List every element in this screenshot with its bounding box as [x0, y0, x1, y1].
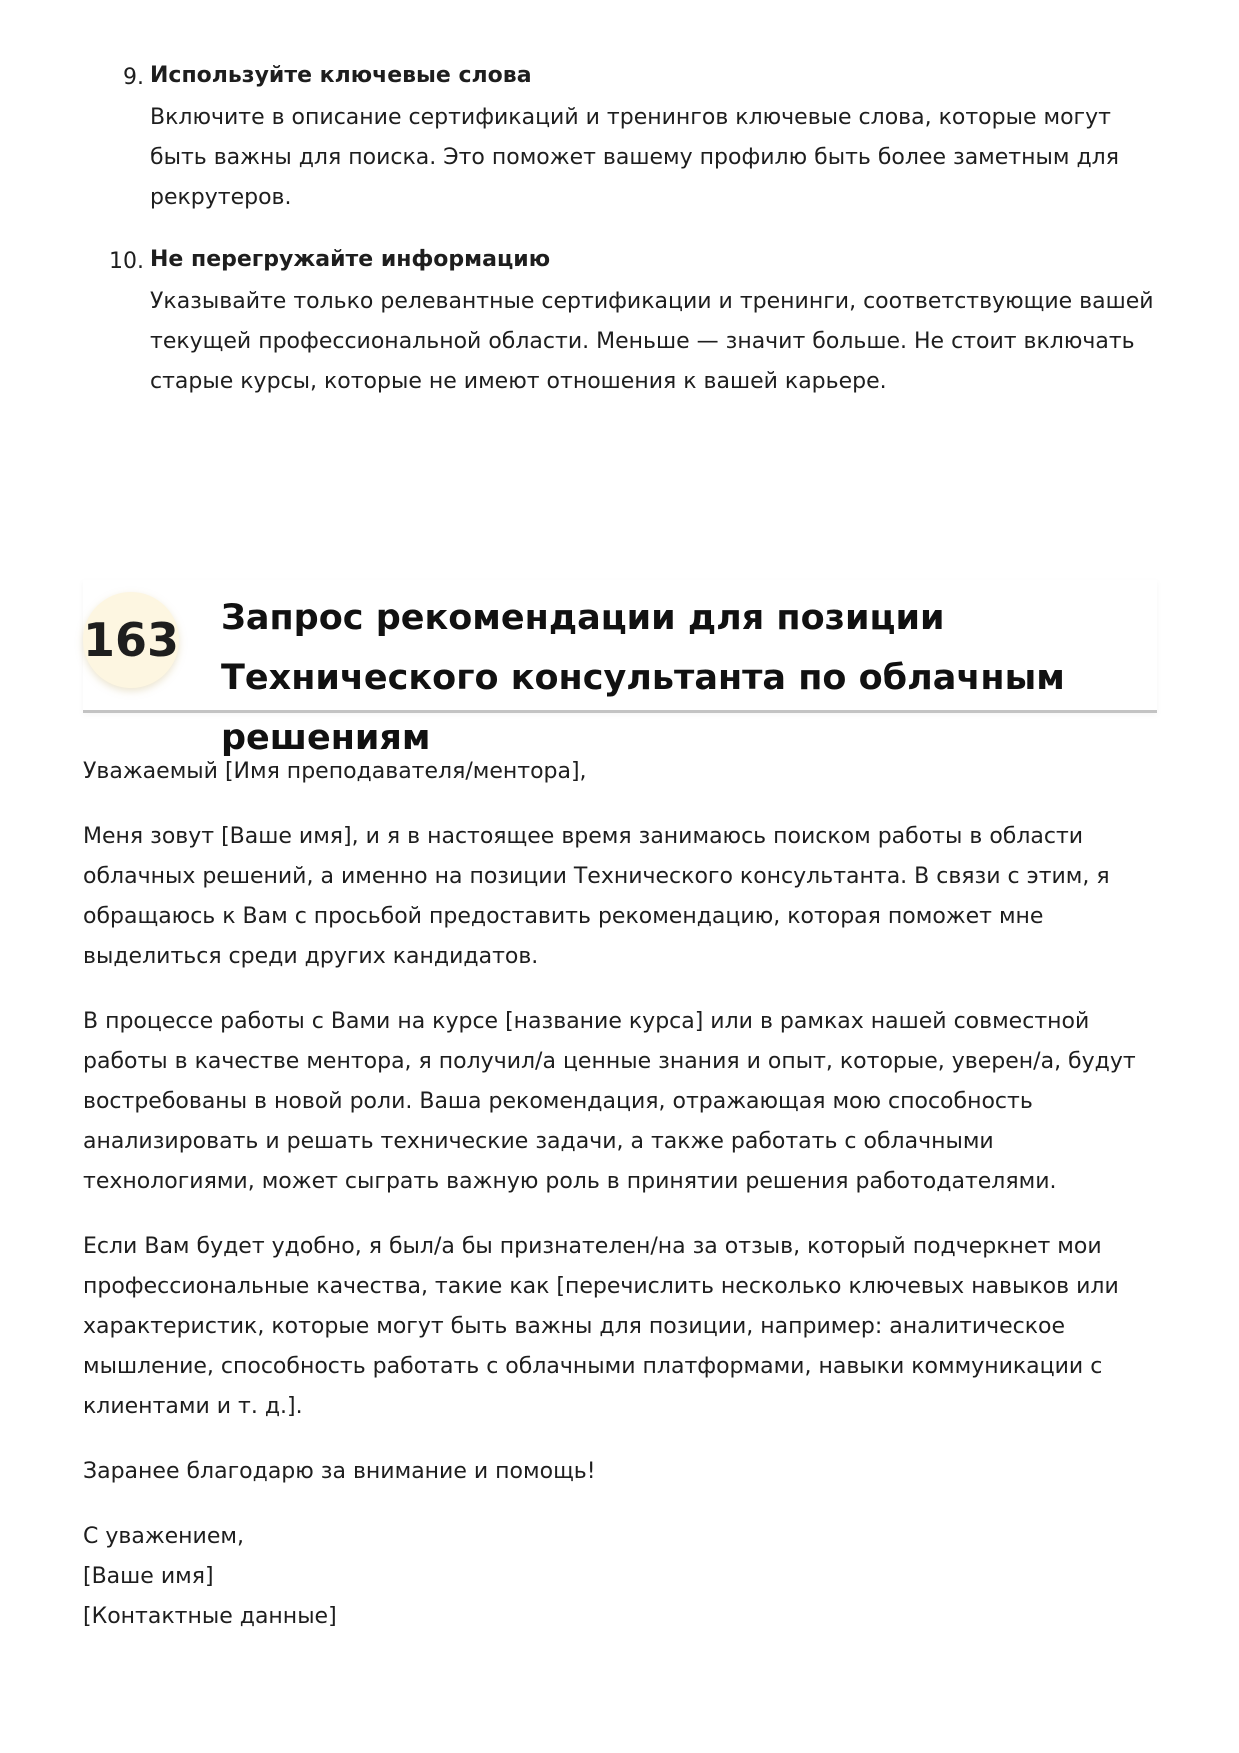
- tip-title: Используйте ключевые слова: [150, 63, 532, 88]
- tip-body: Указывайте только релевантные сертификации и тренинги, соответствующие вашей текущей профессиональной области. Меньше — значит больше. Не стоит включать старые курсы, которые не имеют отношения к вашей карьере.: [150, 289, 1154, 394]
- tip-item: [104, 60, 1164, 218]
- tip-number: 9.: [123, 65, 144, 90]
- letter-paragraph: В процессе работы с Вами на курсе [название курса] или в рамках нашей совместной работы в качестве ментора, я получил/а ценные знания и опыт, которые, уверен/а, будут востребованы в новой роли. Ваша рекомендация, отражающая мою способность анализировать и решать технические задачи, а также работать с облачными технологиями, может сыграть важную роль в принятии решения работодателями.: [83, 1009, 1136, 1194]
- letter-closing: С уважением,: [83, 1524, 244, 1549]
- tip-title: Не перегружайте информацию: [150, 247, 551, 272]
- tips-list: [104, 60, 1164, 428]
- section-number-badge: 163: [83, 592, 179, 688]
- letter-signature: [83, 1517, 1157, 1637]
- letter-greeting: Уважаемый [Имя преподавателя/ментора],: [83, 759, 587, 784]
- section-header: [82, 580, 1157, 758]
- letter-body: [83, 752, 1157, 1637]
- section-title: Запрос рекомендации для позиции Технического консультанта по облачным решениям: [221, 598, 1065, 758]
- letter-paragraph: Меня зовут [Ваше имя], и я в настоящее время занимаюсь поиском работы в области облачных решений, а именно на позиции Технического консультанта. В связи с этим, я обращаюсь к Вам с просьбой предоставить рекомендацию, которая поможет мне выделиться среди других кандидатов.: [83, 824, 1110, 969]
- tip-body: Включите в описание сертификаций и тренингов ключевые слова, которые могут быть важны для поиска. Это поможет вашему профилю быть более заметным для рекрутеров.: [150, 105, 1119, 210]
- letter-paragraph: Заранее благодарю за внимание и помощь!: [83, 1459, 596, 1484]
- letter-contacts: [Контактные данные]: [83, 1604, 337, 1629]
- letter-sender-name: [Ваше имя]: [83, 1564, 214, 1589]
- tip-number: 10.: [109, 249, 144, 274]
- letter-paragraph: Если Вам будет удобно, я был/а бы признателен/на за отзыв, который подчеркнет мои профессиональные качества, такие как [перечислить несколько ключевых навыков или характеристик, которые могут быть важны для позиции, например: аналитическое мышление, способность работать с облачными платформами, навыки коммуникации с клиентами и т. д.].: [83, 1234, 1119, 1419]
- tip-item: [104, 244, 1164, 402]
